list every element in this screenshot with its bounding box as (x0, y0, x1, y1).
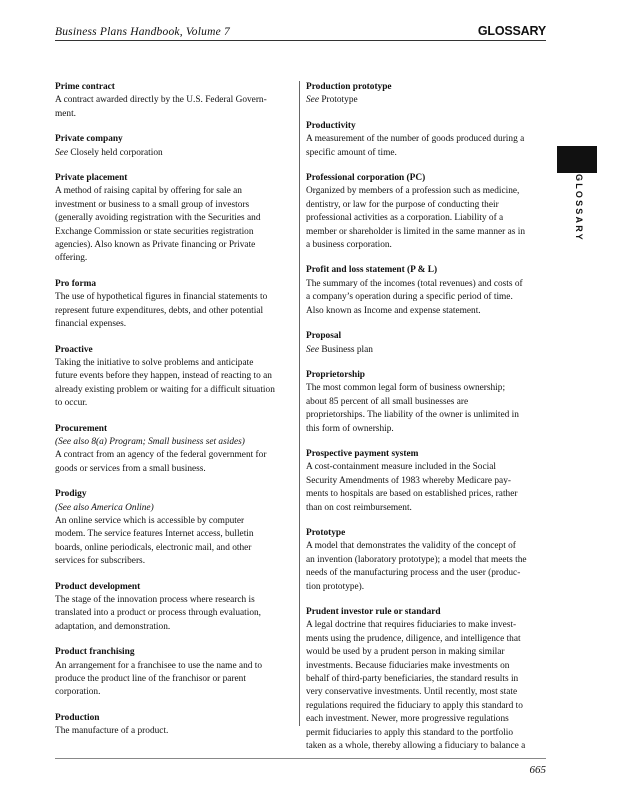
definition-line: Organized by members of a profession such as medicine, (306, 186, 520, 197)
see-target: Closely held corporation (70, 147, 163, 158)
glossary-term: Proactive (55, 344, 93, 355)
definition-line: ment. (55, 108, 77, 119)
see-target: Business plan (321, 344, 373, 355)
glossary-term: Prodigy (55, 489, 87, 500)
glossary-entry (55, 488, 290, 568)
definition-line: A method of raising capital by offering for sale an (55, 186, 242, 197)
definition-line: each investment. Newer, more progressive regulations (306, 714, 509, 725)
definition-line: taken as a whole, thereby allowing a fiduciary to balance a (306, 741, 526, 752)
glossary-term: Proprietorship (306, 369, 366, 380)
definition-line: modem. The service features Internet access, bulletin (55, 529, 254, 540)
definition-line: The most common legal form of business ownership; (306, 383, 506, 394)
see-reference (55, 147, 290, 160)
glossary-term: Prototype (306, 527, 346, 538)
glossary-thumb-tab (557, 146, 597, 173)
glossary-entry (55, 646, 290, 700)
definition-line: An online service which is accessible by computer (55, 515, 245, 526)
definition-line: offering. (55, 253, 88, 264)
glossary-entry (306, 264, 546, 318)
definition-line: corporation. (55, 687, 101, 698)
definition-line: agencies). Also known as Private financing or Private (55, 240, 256, 251)
definition-line: Taking the initiative to solve problems and anticipate (55, 357, 254, 368)
definition-line: (generally avoiding registration with the Securities and (55, 213, 261, 224)
glossary-entry (306, 81, 546, 108)
definition-line: A cost-containment measure included in the Social (306, 462, 496, 473)
definition-line: A model that demonstrates the validity of the concept of (306, 541, 516, 552)
glossary-entry (306, 448, 546, 515)
definition-line: tion prototype). (306, 581, 365, 592)
glossary-term: Product franchising (55, 647, 135, 658)
glossary-entry (55, 712, 290, 739)
definition-line: a business corporation. (306, 240, 392, 251)
glossary-term: Proposal (306, 331, 342, 342)
definition-line: ments to hospitals are based on established prices, rather (306, 489, 518, 500)
glossary-term: Production (55, 712, 100, 723)
definition-line: translated into a product or process through evaluation, (55, 608, 262, 619)
definition-line: adaptation, and demonstration. (55, 621, 171, 632)
glossary-term: Procurement (55, 423, 108, 434)
definition-line: than on cost reimbursement. (306, 502, 412, 513)
definition-line: permit fiduciaries to apply this standard to the portfolio (306, 727, 514, 738)
definition-line: specific amount of time. (306, 147, 397, 158)
definition-line: Exchange Commission or state securities registration (55, 226, 254, 237)
glossary-term: Profit and loss statement (P & L) (306, 265, 438, 276)
glossary-entry (306, 330, 546, 357)
glossary-entry (306, 369, 546, 436)
definition-line: boards, online periodicals, electronic mail, and other (55, 542, 252, 553)
see-label: See (55, 147, 68, 158)
definition-line: a company’s operation during a specific period of time. (306, 292, 513, 303)
glossary-entry (55, 278, 290, 332)
definition-line: ments using the prudence, diligence, and intelligence that (306, 633, 521, 644)
running-head-book-title: Business Plans Handbook, Volume 7 (55, 26, 230, 38)
glossary-term: Prime contract (55, 82, 115, 92)
see-reference (306, 94, 546, 107)
glossary-term: Productivity (306, 120, 356, 131)
glossary-term: Product development (55, 581, 141, 592)
definition-line: An arrangement for a franchisee to use the name and to (55, 660, 263, 671)
definition-line: services for subscribers. (55, 556, 146, 567)
definition-line: A measurement of the number of goods produced during a (306, 134, 525, 145)
glossary-entry (306, 606, 546, 753)
left-column (55, 81, 290, 751)
header-rule (55, 40, 546, 41)
right-column (306, 81, 546, 765)
definition-line: investment or business to a small group of investors (55, 199, 250, 210)
see-label: See (306, 344, 319, 355)
definition-line: The stage of the innovation process where research is (55, 595, 255, 605)
definition-line: needs of the manufacturing process and the user (produc- (306, 568, 521, 579)
definition-line: A contract from an agency of the federal government for (55, 450, 267, 461)
definition-line: goods or services from a small business. (55, 463, 206, 474)
footer-rule (55, 758, 546, 759)
definition-line: to occur. (55, 398, 88, 409)
definition-line: The use of hypothetical figures in financial statements to (55, 292, 268, 303)
definition-line: would be used by a prudent person in making similar (306, 647, 505, 658)
definition-line: behalf of third-party beneficiaries, the standard results in (306, 674, 519, 685)
definition-line: The manufacture of a product. (55, 726, 169, 737)
glossary-term: Professional corporation (PC) (306, 173, 426, 184)
definition-line: produce the product line of the franchisor or parent (55, 674, 246, 685)
definition-line: about 85 percent of all small businesses are (306, 396, 469, 407)
see-also-reference: (See also 8(a) Program; Small business set asides) (55, 436, 245, 447)
definition-line: The summary of the incomes (total revenues) and costs of (306, 278, 523, 289)
definition-line: future events before they happen, instead of reacting to an (55, 371, 272, 382)
glossary-term: Prospective payment system (306, 448, 419, 459)
glossary-entry (306, 527, 546, 594)
glossary-entry (55, 172, 290, 266)
glossary-entry (55, 81, 290, 121)
definition-line: represent future expenditures, debts, and other potential (55, 305, 264, 316)
glossary-entry (55, 133, 290, 160)
glossary-term: Production prototype (306, 82, 392, 92)
definition-line: regulations required the fiduciary to apply this standard to (306, 700, 523, 711)
definition-line: this form of ownership. (306, 423, 394, 434)
glossary-entry (55, 344, 290, 411)
definition-line: professional activities as a corporation. Liability of a (306, 213, 504, 224)
definition-line: investments. Because fiduciaries make investments on (306, 660, 510, 671)
glossary-entry (55, 581, 290, 635)
definition-line: A contract awarded directly by the U.S. Federal Govern- (55, 95, 267, 106)
glossary-term: Private placement (55, 173, 128, 184)
definition-line: dentistry, or law for the purpose of conducting their (306, 199, 499, 210)
definition-line: Also known as Income and expense statement. (306, 305, 481, 316)
see-also-reference: (See also America Online) (55, 502, 154, 513)
definition-line: already existing problem or waiting for a difficult situation (55, 384, 275, 395)
definition-line: A legal doctrine that requires fiduciaries to make invest- (306, 620, 517, 631)
see-label: See (306, 95, 319, 106)
running-head-section: GLOSSARY (477, 24, 546, 38)
glossary-term: Private company (55, 134, 123, 145)
glossary-side-label: GLOSSARY (574, 174, 584, 242)
glossary-entry (306, 120, 546, 160)
definition-line: Security Amendments of 1983 whereby Medicare pay- (306, 475, 511, 486)
see-target: Prototype (321, 95, 358, 106)
definition-line: financial expenses. (55, 319, 127, 330)
definition-line: member or shareholder is limited in the same manner as in (306, 226, 525, 237)
definition-line: very conservative investments. Until recently, most state (306, 687, 518, 698)
glossary-entry (55, 423, 290, 477)
definition-line: an invention (laboratory prototype); a model that meets the (306, 554, 527, 565)
definition-line: proprietorships. The liability of the owner is unlimited in (306, 410, 519, 421)
glossary-entry (306, 172, 546, 252)
column-divider (299, 81, 300, 726)
page-number: 665 (529, 764, 546, 776)
glossary-term: Prudent investor rule or standard (306, 607, 441, 617)
glossary-term: Pro forma (55, 278, 97, 289)
see-reference (306, 344, 546, 357)
